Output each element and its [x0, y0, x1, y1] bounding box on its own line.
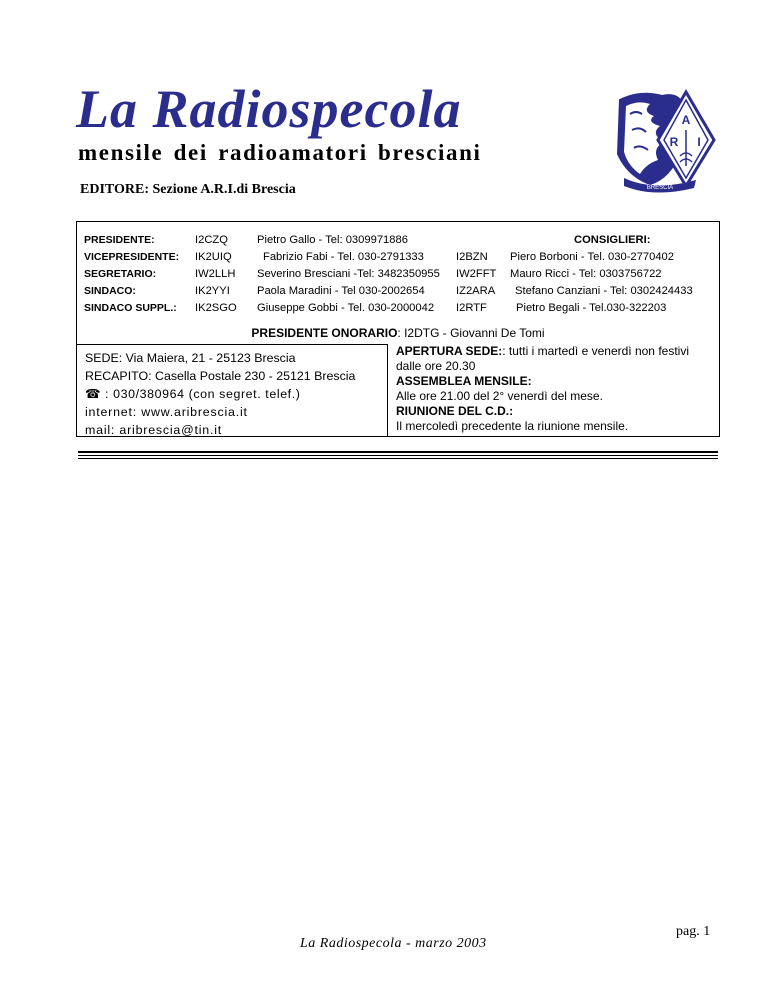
role-label: VICEPRESIDENTE: [84, 251, 180, 263]
callsign: IK2YYI [195, 285, 230, 297]
phone-number: : 030/380964 (con segret. telef.) [105, 387, 301, 401]
honorary-president [77, 326, 719, 340]
sede-box [77, 344, 388, 437]
riunione-label: RIUNIONE DEL C.D.: [396, 404, 514, 418]
sede-internet: internet: www.aribrescia.it [85, 405, 248, 419]
honorary-label: PRESIDENTE ONORARIO [251, 326, 398, 340]
assemblea-label: ASSEMBLEA MENSILE: [396, 374, 532, 388]
apertura-text: : tutti i martedì e venerdì non festivi [502, 344, 689, 358]
svg-text:BRESCIA: BRESCIA [646, 185, 674, 191]
callsign: I2BZN [456, 251, 488, 263]
callsign: IZ2ARA [456, 285, 496, 297]
consigliere-name: Stefano Canziani - Tel: 0302424433 [515, 285, 693, 297]
page-number: pag. 1 [676, 924, 711, 939]
callsign: I2RTF [456, 302, 487, 314]
sede-address: SEDE: Via Maiera, 21 - 25123 Brescia [85, 351, 296, 365]
consigliere-name: Piero Borboni - Tel. 030-2770402 [510, 251, 674, 263]
footer-issue: La Radiospecola - marzo 2003 [300, 936, 487, 951]
member-name: Fabrizio Fabi - Tel. 030-2791333 [263, 251, 424, 263]
consiglieri-title: CONSIGLIERI: [574, 234, 651, 246]
callsign: IW2LLH [195, 268, 236, 280]
apertura-label: APERTURA SEDE: [396, 344, 503, 358]
callsign: IK2SGO [195, 302, 237, 314]
orari-block [396, 344, 689, 434]
sede-phone [85, 385, 387, 403]
riunione-text: Il mercoledì precedente la riunione mensile. [396, 419, 629, 433]
role-label: SEGRETARIO: [84, 268, 157, 280]
divider-rule [78, 451, 718, 453]
board-roles [84, 232, 179, 317]
role-label: SINDACO SUPPL.: [84, 302, 177, 314]
consigliere-name: Pietro Begali - Tel.030-322203 [516, 302, 667, 314]
masthead-title: La Radiospecola [76, 79, 462, 139]
sede-mail-address: RECAPITO: Casella Postale 230 - 25121 Brescia [85, 369, 356, 383]
member-name: Severino Bresciani -Tel: 3482350955 [257, 268, 440, 280]
divider-rule [78, 458, 718, 459]
member-name: Paola Maradini - Tel 030-2002654 [257, 285, 425, 297]
board-names [257, 232, 440, 317]
ari-shield-logo-icon [610, 86, 720, 194]
member-name: Pietro Gallo - Tel: 0309971886 [257, 234, 408, 246]
board-callsigns [195, 232, 237, 317]
callsign: IW2FFT [456, 268, 497, 280]
role-label: SINDACO: [84, 285, 136, 297]
publisher-line: EDITORE: Sezione A.R.I.di Brescia [80, 182, 296, 197]
svg-text:I: I [697, 135, 701, 149]
consiglieri-list [510, 232, 693, 317]
member-name: Giuseppe Gobbi - Tel. 030-2000042 [257, 302, 435, 314]
consigliere-name: Mauro Ricci - Tel: 0303756722 [510, 268, 662, 280]
apertura-time: dalle ore 20.30 [396, 359, 476, 373]
divider-rule [78, 455, 718, 456]
consiglieri-callsigns [456, 249, 496, 317]
callsign: I2CZQ [195, 234, 228, 246]
role-label: PRESIDENTE: [84, 234, 155, 246]
masthead-subtitle: mensile dei radioamatori bresciani [78, 140, 482, 165]
info-box [76, 221, 720, 437]
apertura-line [396, 344, 689, 359]
phone-icon: ☎ [85, 387, 102, 401]
sede-email: mail: aribrescia@tin.it [85, 423, 223, 437]
svg-text:R: R [669, 135, 679, 149]
callsign: IK2UIQ [195, 251, 232, 263]
honorary-value: : I2DTG - Giovanni De Tomi [397, 326, 545, 340]
assemblea-text: Alle ore 21.00 del 2° venerdì del mese. [396, 389, 603, 403]
svg-text:A: A [681, 113, 691, 127]
